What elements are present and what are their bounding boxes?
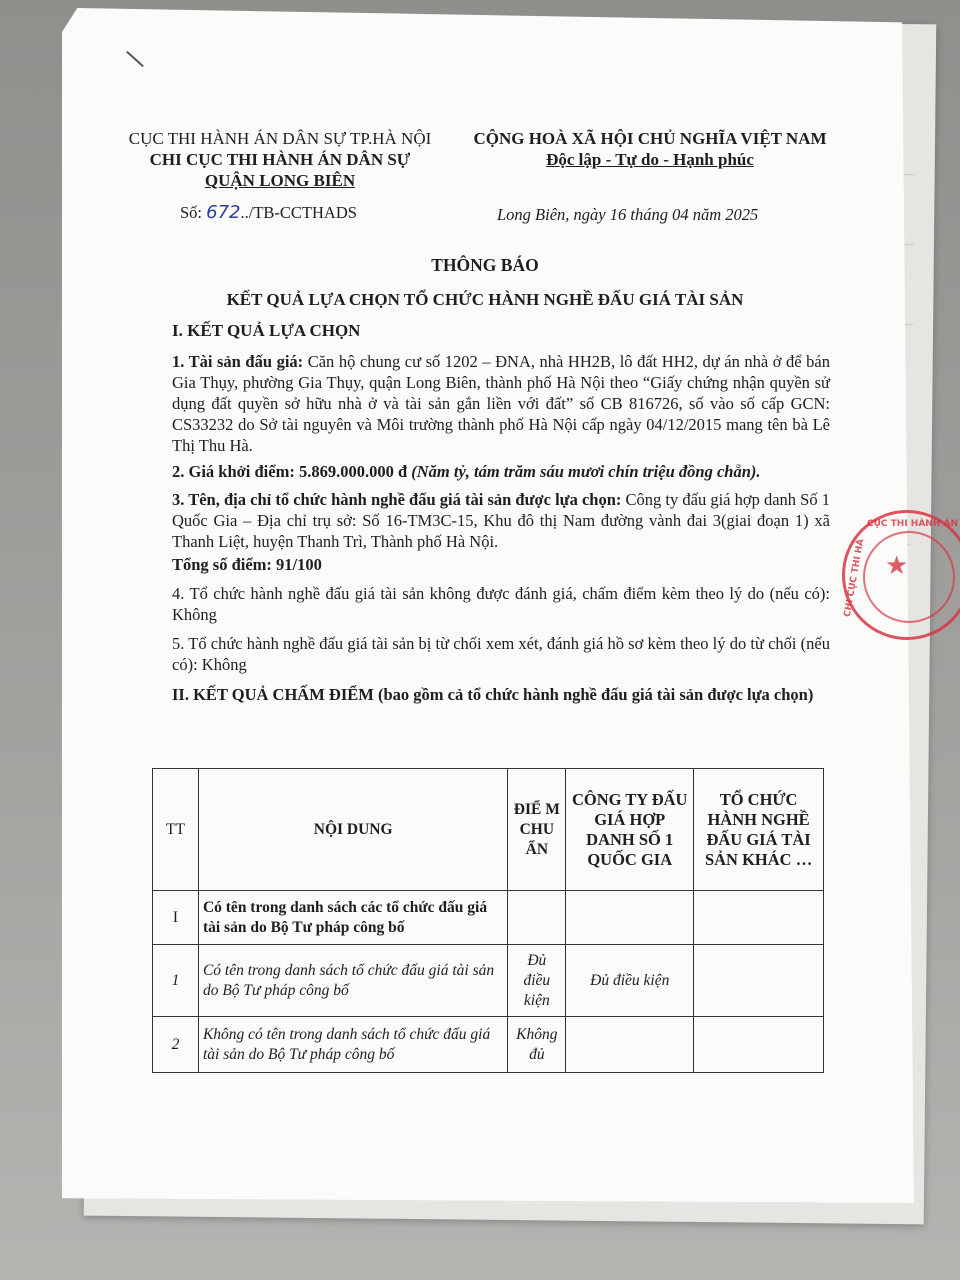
national-motto: Độc lập - Tự do - Hạnh phúc <box>546 150 754 169</box>
row-company: Đủ điều kiện <box>566 945 694 1017</box>
seal-text-top: CỤC THI HÀNH ÁN <box>867 519 958 529</box>
seal-inner-ring <box>863 531 955 623</box>
header-max-score: ĐIỂ M CHU ẨN <box>508 769 566 891</box>
item-2-paragraph <box>172 461 830 482</box>
row-tt: 1 <box>153 945 199 1017</box>
table-row <box>153 891 824 945</box>
item-3-label: 3. Tên, địa chỉ tổ chức hành nghề đấu giá tài sản được lựa chọn: <box>172 490 622 509</box>
number-suffix: ../TB-CCTHADS <box>240 203 357 222</box>
table-row <box>153 945 824 1017</box>
total-score: Tổng số điểm: 91/100 <box>172 555 322 574</box>
row-other <box>694 891 824 945</box>
section-1-heading: I. KẾT QUẢ LỰA CHỌN <box>172 321 361 340</box>
row-tt: 2 <box>153 1017 199 1073</box>
header-content: NỘI DUNG <box>198 769 507 891</box>
country-name: CỘNG HOÀ XÃ HỘI CHỦ NGHĨA VIỆT NAM <box>473 129 827 148</box>
item-2-text: (Năm tỷ, tám trăm sáu mươi chín triệu đồng chẵn). <box>407 462 761 481</box>
seal-star-icon: ★ <box>885 551 909 581</box>
agency-line-1: CỤC THI HÀNH ÁN DÂN SỰ TP.HÀ NỘI <box>128 129 432 148</box>
item-3-text: Công ty đấu giá hợp danh Số 1 Quốc Gia – Địa chỉ trụ sở: Số 16-TM3C-15, Khu đô thị Nam đường vành đai 3(giai đoạn 1) xã Thanh Liệt, huyện Thanh Trì, Thành phố Hà Nội. <box>172 490 830 551</box>
item-1-label: 1. Tài sản đấu giá: <box>172 352 304 371</box>
official-seal <box>842 510 960 640</box>
item-1-text: Căn hộ chung cư số 1202 – ĐNA, nhà HH2B, lô đất HH2, dự án nhà ở để bán Gia Thụy, phường Gia Thụy, quận Long Biên, thành phố Hà Nội theo “Giấy chứng nhận quyền sử dụng đất quyền sở hữu nhà ở và tài sản gắn liền với đất” số CB 816726, số vào số cấp GCN: CS33232 do Sở tài nguyên và Môi trường thành phố Hà Nội cấp ngày 04/12/2015 mang tên bà Lê Thị Thu Hà. <box>172 352 830 455</box>
row-content: Không có tên trong danh sách tổ chức đấu giá tài sản do Bộ Tư pháp công bố <box>198 1017 507 1073</box>
row-content: Có tên trong danh sách tổ chức đấu giá tài sản do Bộ Tư pháp công bố <box>198 945 507 1017</box>
row-other <box>694 1017 824 1073</box>
table-row <box>153 1017 824 1073</box>
header-company: CÔNG TY ĐẤU GIÁ HỢP DANH SỐ 1 QUỐC GIA <box>566 769 694 891</box>
row-other <box>694 945 824 1017</box>
item-2-label: 2. Giá khởi điểm: 5.869.000.000 đ <box>172 462 408 481</box>
agency-block <box>100 128 460 191</box>
row-tt: I <box>153 891 199 945</box>
item-4-paragraph: 4. Tổ chức hành nghề đấu giá tài sản không được đánh giá, chấm điểm kèm theo lý do (nếu có): Không <box>172 584 830 624</box>
row-content: Có tên trong danh sách các tổ chức đấu giá tài sản do Bộ Tư pháp công bố <box>198 891 507 945</box>
national-header <box>455 128 845 170</box>
document-title: THÔNG BÁO <box>431 255 539 275</box>
score-table <box>152 768 824 1073</box>
document-subtitle: KẾT QUẢ LỰA CHỌN TỔ CHỨC HÀNH NGHỀ ĐẤU GIÁ TÀI SẢN <box>226 290 744 309</box>
row-company <box>566 1017 694 1073</box>
item-3-paragraph <box>172 489 830 552</box>
header-tt: TT <box>153 769 199 891</box>
place-date: Long Biên, ngày 16 tháng 04 năm 2025 <box>497 205 759 224</box>
header-other-org: TỔ CHỨC HÀNH NGHỀ ĐẤU GIÁ TÀI SẢN KHÁC … <box>694 769 824 891</box>
agency-line-3: QUẬN LONG BIÊN <box>204 171 356 190</box>
table-header-row <box>153 769 824 891</box>
item-5-paragraph: 5. Tổ chức hành nghề đấu giá tài sản bị từ chối xem xét, đánh giá hồ sơ kèm theo lý do từ chối (nếu có): Không <box>172 634 830 674</box>
row-max: Đủ điều kiện <box>508 945 566 1017</box>
seal-text-side: CHI CỤC THI HÀ <box>842 538 867 618</box>
section-2-heading: II. KẾT QUẢ CHẤM ĐIỂM (bao gồm cả tổ chức hành nghề đấu giá tài sản được lựa chọn) <box>172 685 814 704</box>
agency-line-2: CHI CỤC THI HÀNH ÁN DÂN SỰ <box>149 150 411 169</box>
row-max <box>508 891 566 945</box>
handwritten-number: 672 <box>206 202 241 223</box>
row-max: Không đủ <box>508 1017 566 1073</box>
number-prefix: Số: <box>180 203 203 222</box>
item-1-paragraph <box>172 351 830 456</box>
document-number <box>180 202 357 223</box>
row-company <box>566 891 694 945</box>
